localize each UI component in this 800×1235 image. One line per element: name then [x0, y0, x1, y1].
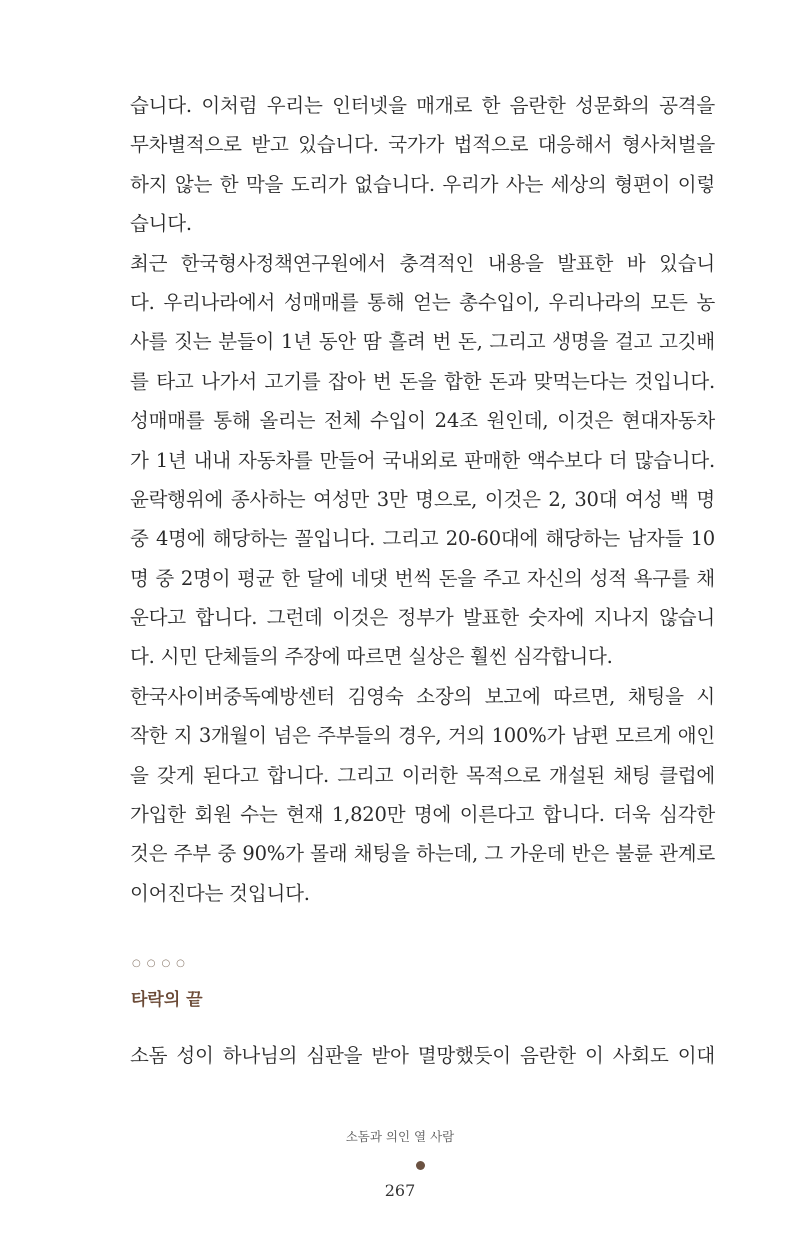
- text-line: 작한 지 3개월이 넘은 주부들의 경우, 거의 100%가 남편 모르게 애인: [130, 724, 715, 748]
- text-line: 운다고 합니다. 그런데 이것은 정부가 발표한 숫자에 지나지 않습니: [130, 606, 715, 630]
- text-line: 습니다. 이처럼 우리는 인터넷을 매개로 한 음란한 성문화의 공격을: [130, 94, 715, 117]
- text-line: 소돔 성이 하나님의 심판을 받아 멸망했듯이 음란한 이 사회도 이대: [130, 1044, 715, 1067]
- text-line: 윤락행위에 종사하는 여성만 3만 명으로, 이것은 2, 30대 여성 백 명: [130, 487, 715, 511]
- section-body-text: [130, 1036, 715, 1075]
- text-line: 를 타고 나가서 고기를 잡아 번 돈을 합한 돈과 맞먹는다는 것입니다.: [130, 369, 715, 393]
- text-line: 가입한 회원 수는 현재 1,820만 명에 이른다고 합니다. 더욱 심각한: [130, 803, 715, 827]
- text-line: 다. 우리나라에서 성매매를 통해 얻는 총수입이, 우리나라의 모든 농: [130, 290, 715, 314]
- section-heading: 타락의 끝: [131, 990, 203, 1010]
- running-footer-title: 소돔과 의인 열 사람: [345, 1129, 455, 1144]
- text-line: 명 중 2명이 평균 한 달에 네댓 번씩 돈을 주고 자신의 성적 욕구를 채: [130, 566, 715, 590]
- footer-dot-ornament: [416, 1161, 425, 1170]
- text-line: 하지 않는 한 막을 도리가 없습니다. 우리가 사는 세상의 형편이 이렇: [130, 172, 715, 196]
- text-line: 것은 주부 중 90%가 몰래 채팅을 하는데, 그 가운데 반은 불륜 관계로: [130, 842, 715, 866]
- text-line: 최근 한국형사정책연구원에서 충격적인 내용을 발표한 바 있습니: [130, 251, 715, 275]
- text-line: 한국사이버중독예방센터 김영숙 소장의 보고에 따르면, 채팅을 시: [130, 684, 715, 708]
- text-line: 다. 시민 단체들의 주장에 따르면 실상은 훨씬 심각합니다.: [130, 645, 613, 669]
- text-line: 가 1년 내내 자동차를 만들어 국내외로 판매한 액수보다 더 많습니다.: [130, 448, 715, 472]
- text-line: 을 갖게 된다고 합니다. 그리고 이러한 목적으로 개설된 채팅 클럽에: [130, 763, 715, 787]
- page-number: 267: [384, 1181, 416, 1200]
- text-line: 무차별적으로 받고 있습니다. 국가가 법적으로 대응해서 형사처벌을: [130, 133, 715, 157]
- body-text: [130, 86, 715, 913]
- section-divider-marks: ○○○○: [132, 958, 191, 969]
- text-line: 이어진다는 것입니다.: [130, 881, 310, 905]
- text-line: 성매매를 통해 올리는 전체 수입이 24조 원인데, 이것은 현대자동차: [130, 409, 715, 433]
- text-line: 중 4명에 해당하는 꼴입니다. 그리고 20-60대에 해당하는 남자들 10: [130, 527, 715, 551]
- text-line: 습니다.: [130, 212, 192, 236]
- text-line: 사를 짓는 분들이 1년 동안 땀 흘려 번 돈, 그리고 생명을 걸고 고깃배: [130, 330, 715, 354]
